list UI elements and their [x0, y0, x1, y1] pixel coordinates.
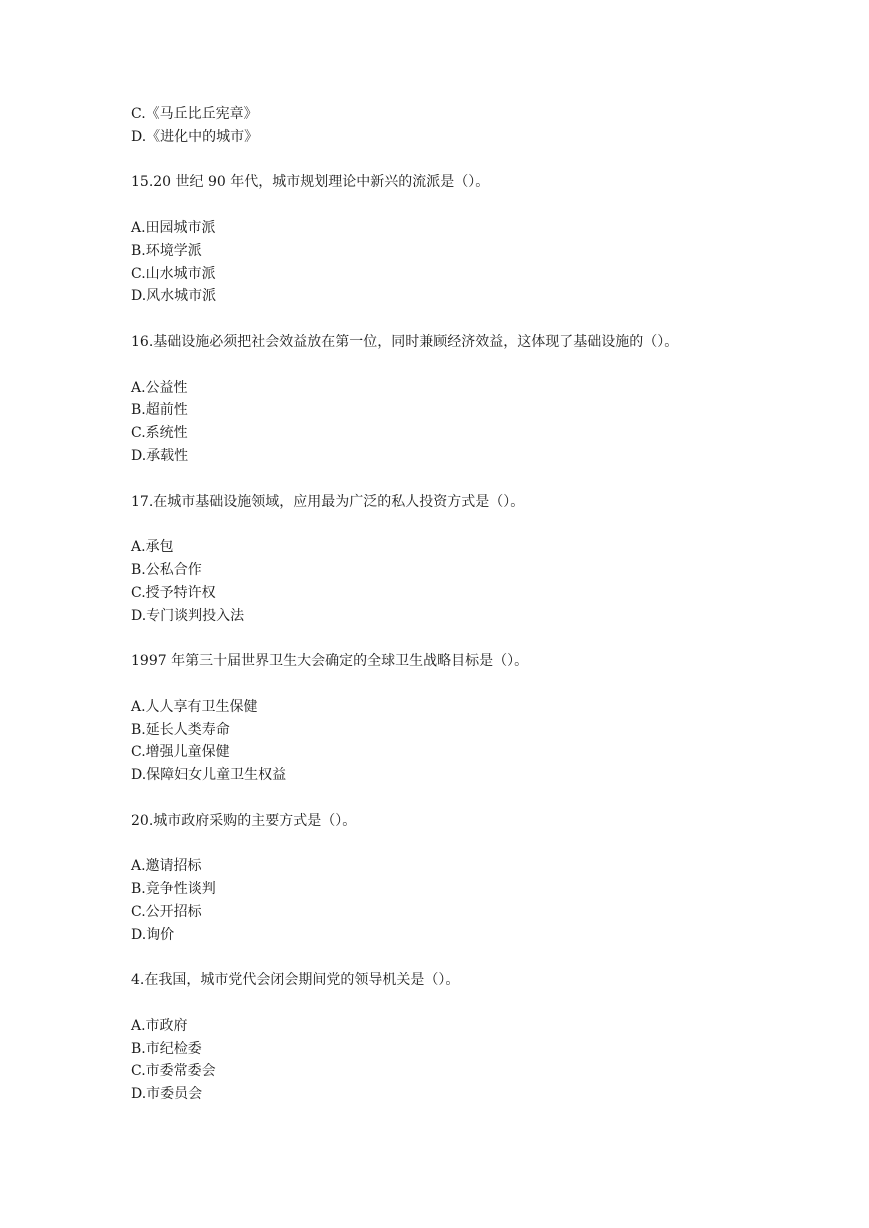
option-line: D.询价: [131, 926, 175, 943]
question-20: [131, 810, 751, 947]
question-1997: [131, 650, 751, 787]
document-page: [131, 103, 751, 1106]
option-line: C.授予特许权: [131, 584, 216, 601]
option-line: B.市纪检委: [131, 1040, 202, 1057]
previous-question-options: [131, 103, 751, 149]
option-line: B.环境学派: [131, 242, 202, 259]
option-line: D.风水城市派: [131, 288, 217, 305]
option-line: B.延长人类寿命: [131, 721, 230, 738]
option-line: C.山水城市派: [131, 265, 216, 282]
question-stem: 17.在城市基础设施领域，应用最为广泛的私人投资方式是（）。: [131, 493, 525, 510]
option-line: D.市委员会: [131, 1086, 203, 1103]
option-line: D.专门谈判投入法: [131, 607, 245, 624]
option-line: A.公益性: [131, 379, 188, 396]
option-line: C.公开招标: [131, 903, 202, 920]
question-stem: 1997 年第三十届世界卫生大会确定的全球卫生战略目标是（）。: [131, 653, 529, 670]
option-line: A.人人享有卫生保健: [131, 698, 258, 715]
option-line: B.公私合作: [131, 561, 202, 578]
question-stem: 20.城市政府采购的主要方式是（）。: [131, 812, 357, 829]
option-line: D.保障妇女儿童卫生权益: [131, 767, 287, 784]
question-16: [131, 331, 751, 468]
option-line: C.系统性: [131, 425, 188, 442]
question-stem: 16.基础设施必须把社会效益放在第一位，同时兼顾经济效益，这体现了基础设施的（）。: [131, 333, 679, 350]
option-line: A.邀请招标: [131, 858, 202, 875]
option-line: A.市政府: [131, 1017, 188, 1034]
option-line: B.超前性: [131, 402, 188, 419]
question-17: [131, 491, 751, 628]
option-line: B.竞争性谈判: [131, 881, 216, 898]
option-line: C.市委常委会: [131, 1063, 216, 1080]
question-stem: 15.20 世纪 90 年代，城市规划理论中新兴的流派是（）。: [131, 174, 490, 191]
option-line: D.承载性: [131, 447, 189, 464]
option-line: A.田园城市派: [131, 219, 216, 236]
question-stem: 4.在我国，城市党代会闭会期间党的领导机关是（）。: [131, 972, 460, 989]
option-line: C.《马丘比丘宪章》: [131, 106, 258, 122]
question-15: [131, 171, 751, 308]
question-4: [131, 969, 751, 1106]
option-line: A.承包: [131, 539, 174, 556]
option-line: C.增强儿童保健: [131, 744, 230, 761]
option-line: D.《进化中的城市》: [131, 128, 259, 145]
